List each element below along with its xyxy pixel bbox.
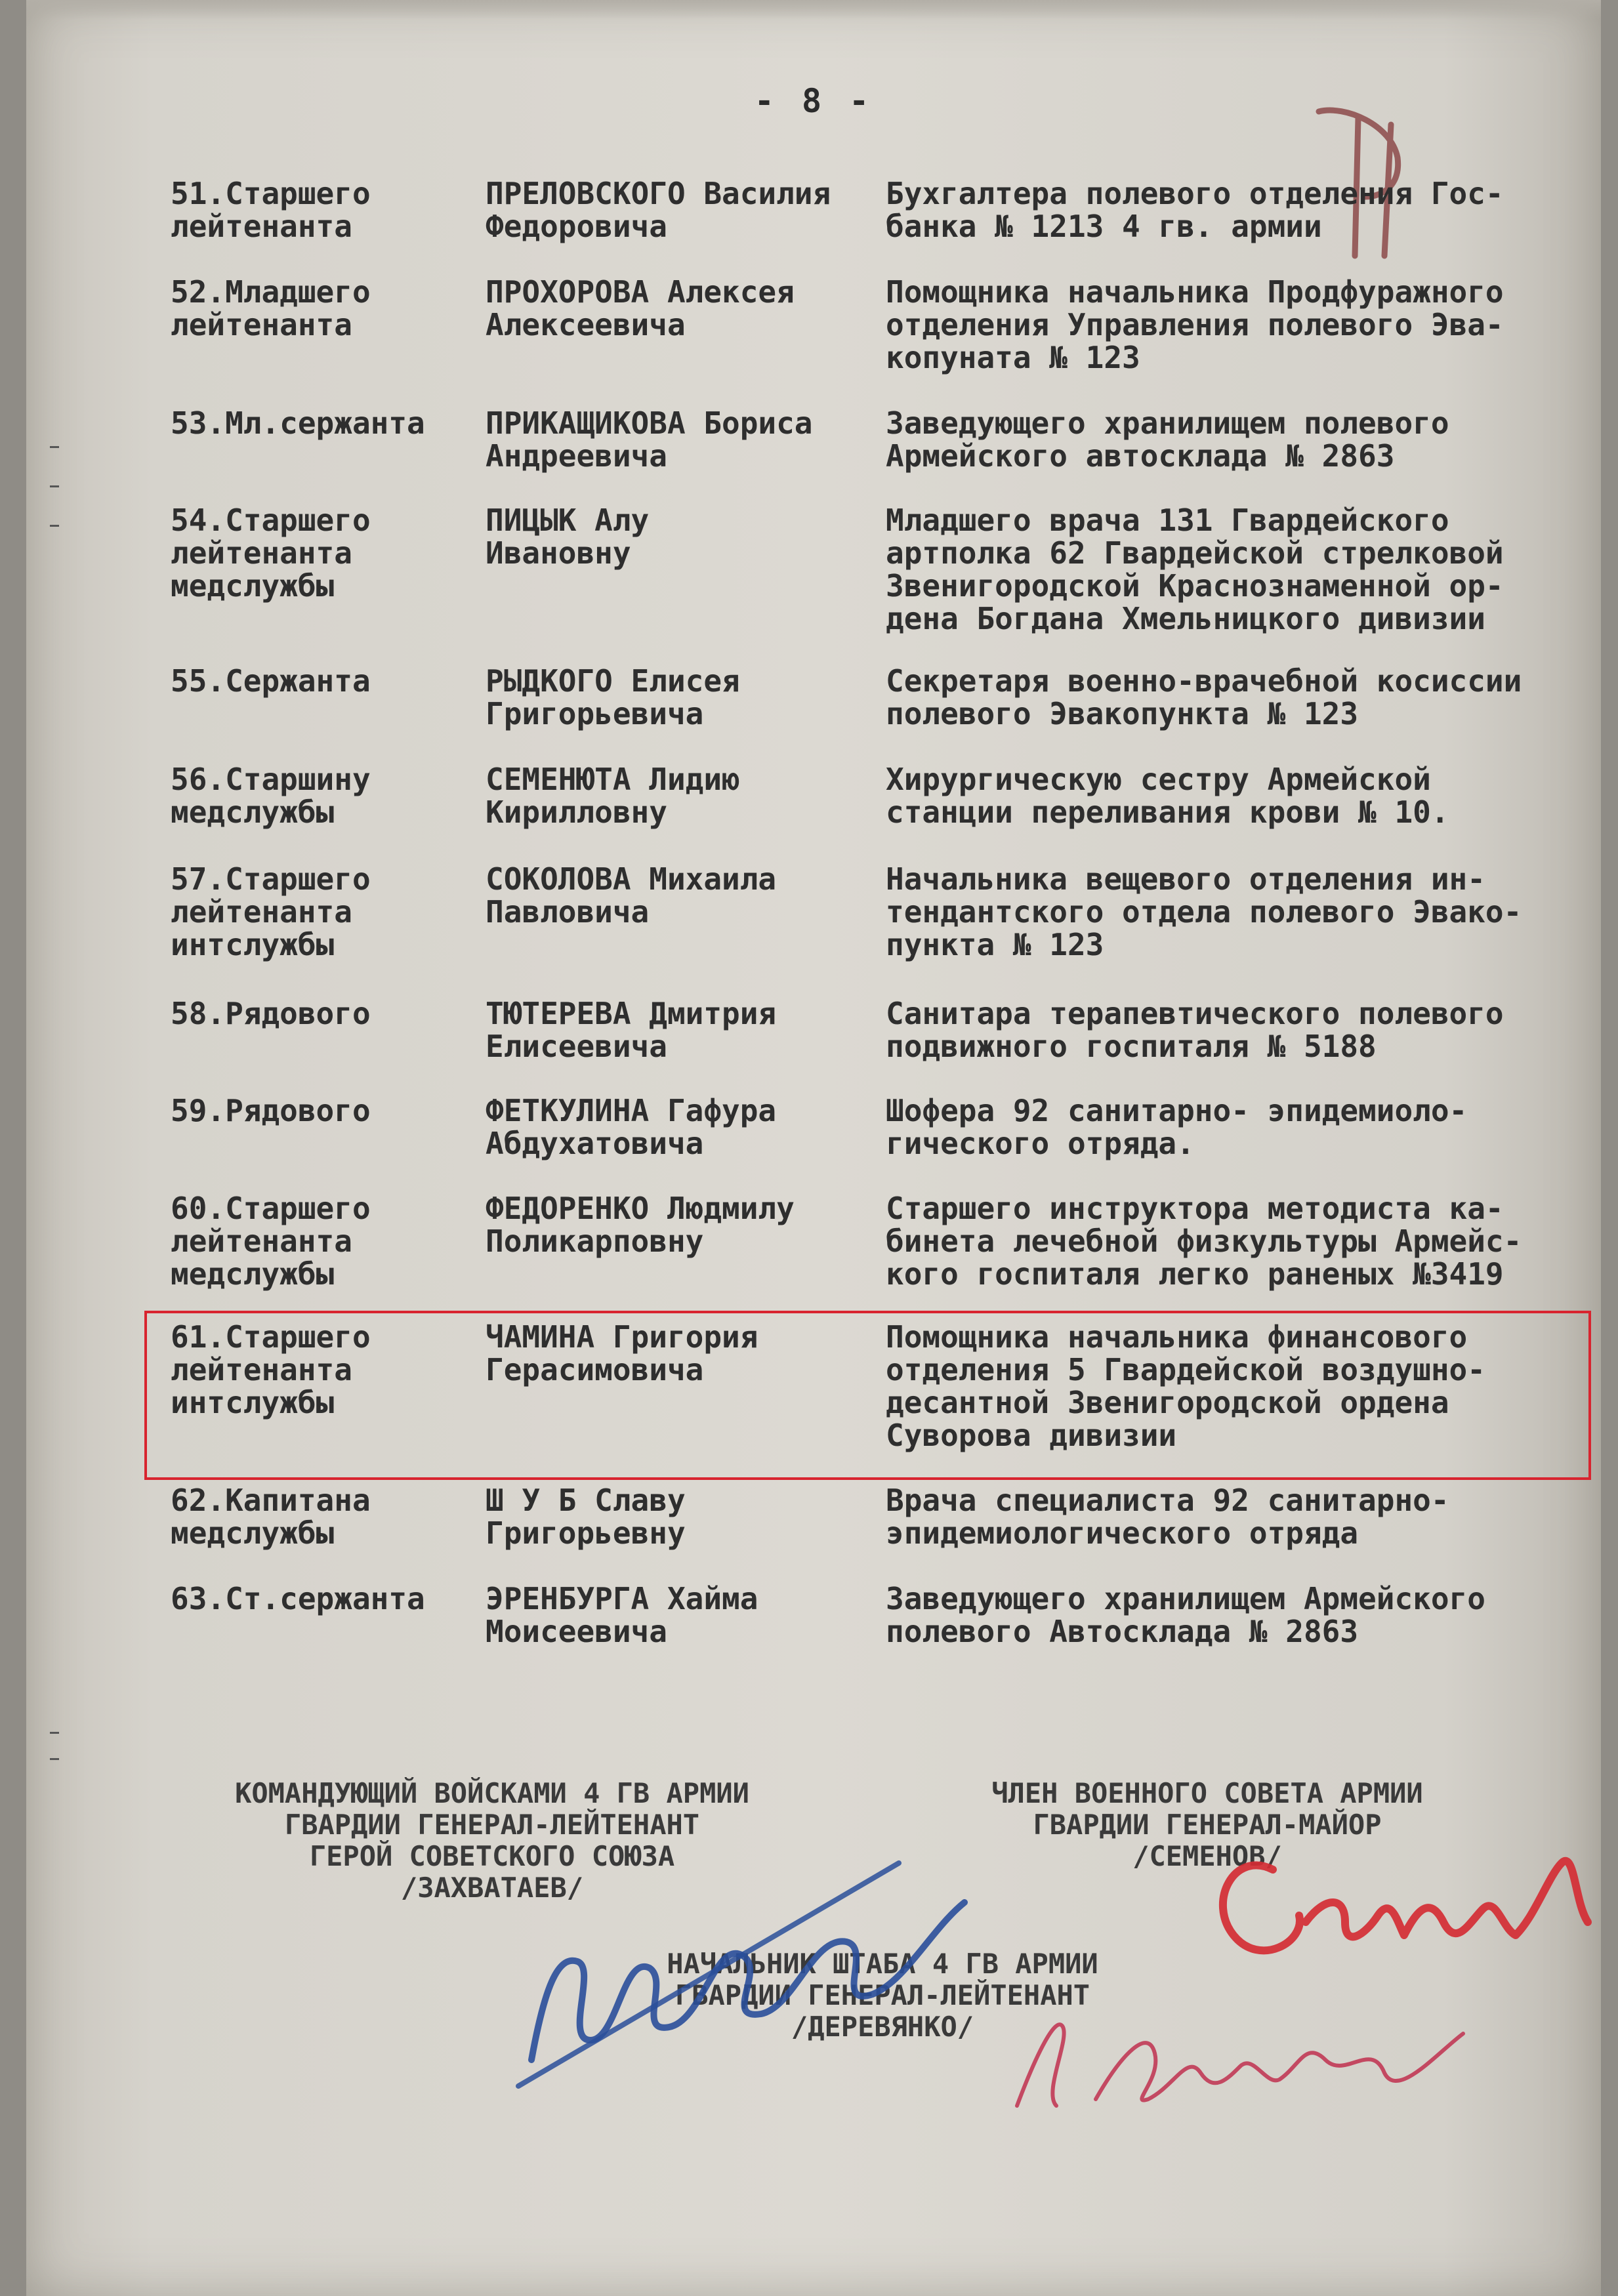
commander-signature-block: КОМАНДУЮЩИЙ ВОЙСКАМИ 4 ГВ АРМИИ ГВАРДИИ ГЕНЕРАЛ-ЛЕЙТЕНАНТ ГЕРОЙ СОВЕТСКОГО СОЮЗА /ЗАХВАТАЕВ/ [235, 1777, 749, 1904]
entry-rank: 55.Сержанта [171, 663, 371, 699]
entry-position: Заведующего хранилищем полевого Армейского автосклада № 2863 [886, 405, 1449, 474]
entry-rank: 53.Мл.сержанта [171, 405, 425, 441]
entry-rank: 63.Ст.сержанта [171, 1581, 425, 1616]
entry-position: Заведующего хранилищем Армейского полевого Автосклада № 2863 [886, 1581, 1485, 1649]
entry-position: Старшего инструктора методиста ка- бинета лечебной физкультуры Армейс- кого госпиталя легко раненых №3419 [886, 1191, 1522, 1292]
edge-mark [50, 485, 59, 487]
entry-rank: 57.Старшего лейтенанта интслужбы [171, 861, 371, 962]
entry-name: ПРИКАЩИКОВА Бориса Андреевича [486, 405, 813, 474]
entry-rank: 59.Рядового [171, 1093, 371, 1128]
entry-position: Бухгалтера полевого отделения Гос- банка № 1213 4 гв. армии [886, 176, 1504, 244]
entry-name: РЫДКОГО Елисея Григорьевича [486, 663, 740, 731]
entry-rank: 61.Старшего лейтенанта интслужбы [171, 1319, 371, 1420]
entry-name: ФЕТКУЛИНА Гафура Абдухатовича [486, 1093, 777, 1161]
entry-name: ПРЕЛОВСКОГО Василия Федоровича [486, 176, 831, 244]
highlight-box [144, 1311, 1591, 1480]
edge-mark [50, 525, 59, 527]
entry-position: Секретаря военно-врачебной косиссии полевого Эвакопункта № 123 [886, 663, 1522, 731]
entry-position: Младшего врача 131 Гвардейского артполка 62 Гвардейской стрелковой Звенигородской Краснознаменной ор- дена Богдана Хмельницкого дивизии [886, 502, 1504, 636]
entry-name: ТЮТЕРЕВА Дмитрия Елисеевича [486, 996, 777, 1064]
entry-name: Ш У Б Славу Григорьевну [486, 1483, 686, 1551]
entry-name: СОКОЛОВА Михаила Павловича [486, 861, 777, 930]
edge-mark [50, 1732, 59, 1734]
entry-rank: 56.Старшину медслужбы [171, 762, 371, 830]
edge-mark [50, 1758, 59, 1760]
entry-rank: 52.Младшего лейтенанта [171, 274, 371, 342]
entry-position: Помощника начальника Продфуражного отделения Управления полевого Эва- копуната № 123 [886, 274, 1504, 375]
entry-name: ФЕДОРЕНКО Людмилу Поликарповну [486, 1191, 795, 1259]
page-number: - 8 - [754, 82, 873, 120]
entry-rank: 62.Капитана медслужбы [171, 1483, 371, 1551]
entry-rank: 54.Старшего лейтенанта медслужбы [171, 502, 371, 604]
red-signature [1194, 1824, 1614, 1994]
page-edge [26, 0, 1601, 20]
entry-position: Хирургическую сестру Армейской станции переливания крови № 10. [886, 762, 1449, 830]
entry-name: ЭРЕНБУРГА Хайма Моисеевича [486, 1581, 758, 1649]
entry-name: ЧАМИНА Григория Герасимовича [486, 1319, 758, 1387]
entry-position: Шофера 92 санитарно- эпидемиоло- гического отряда. [886, 1093, 1468, 1161]
chief-of-staff-signature-block: НАЧАЛЬНИК ШТАБА 4 ГВ АРМИИ ГВАРДИИ ГЕНЕРАЛ-ЛЕЙТЕНАНТ /ДЕРЕВЯНКО/ [667, 1948, 1098, 2043]
entry-rank: 60.Старшего лейтенанта медслужбы [171, 1191, 371, 1292]
entry-name: ПИЦЫК Алу Ивановну [486, 502, 650, 571]
entry-position: Начальника вещевого отделения ин- тендантского отдела полевого Эвако- пункта № 123 [886, 861, 1522, 962]
council-member-signature-block: ЧЛЕН ВОЕННОГО СОВЕТА АРМИИ ГВАРДИИ ГЕНЕРАЛ-МАЙОР /СЕМЕНОВ/ [991, 1777, 1423, 1872]
edge-mark [50, 446, 59, 448]
entry-rank: 58.Рядового [171, 996, 371, 1031]
entry-position: Санитара терапевтического полевого подвижного госпиталя № 5188 [886, 996, 1504, 1064]
blue-signature [505, 1824, 978, 2099]
document-page [26, 0, 1601, 2296]
entry-name: ПРОХОРОВА Алексея Алексеевича [486, 274, 795, 342]
entry-rank: 51.Старшего лейтенанта [171, 176, 371, 244]
entry-position: Помощника начальника финансового отделения 5 Гвардейской воздушно- десантной Звенигородской ордена Суворова дивизии [886, 1319, 1485, 1453]
pink-signature [978, 1975, 1476, 2145]
entry-position: Врача специалиста 92 санитарно- эпидемиологического отряда [886, 1483, 1449, 1551]
entry-name: СЕМЕНЮТА Лидию Кирилловну [486, 762, 740, 830]
